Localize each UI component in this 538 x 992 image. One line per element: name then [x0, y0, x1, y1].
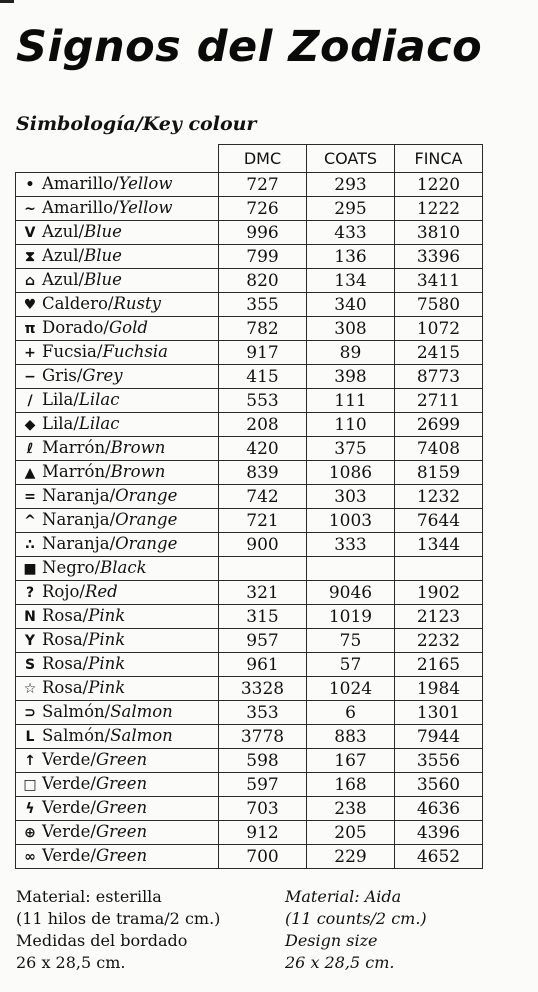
color-label-cell: [16, 677, 219, 701]
name-separator: /: [82, 678, 89, 697]
name-separator: /: [90, 750, 96, 769]
dmc-code-cell: 721: [219, 509, 307, 533]
color-name-en: Orange: [115, 486, 178, 505]
color-label-cell: [16, 773, 219, 797]
coats-code-cell: 9046: [307, 581, 395, 605]
table-row: [16, 173, 483, 197]
color-label-cell: [16, 485, 219, 509]
table-row: [16, 341, 483, 365]
dmc-code-cell: 900: [219, 533, 307, 557]
coats-code-cell: 111: [307, 389, 395, 413]
name-separator: /: [96, 342, 103, 361]
color-name-es: Dorado: [42, 318, 104, 337]
dmc-code-cell: 782: [219, 317, 307, 341]
finca-code-cell: 7408: [395, 437, 483, 461]
dmc-code-cell: 208: [219, 413, 307, 437]
coats-code-cell: 433: [307, 221, 395, 245]
color-name-en: Pink: [88, 630, 126, 649]
color-label-cell: [16, 749, 219, 773]
color-label-cell: [16, 701, 219, 725]
color-name-en: Green: [95, 846, 148, 865]
color-name-es: Fucsia: [42, 342, 97, 361]
coats-code-cell: 295: [307, 197, 395, 221]
footer-right-line: (11 counts/2 cm.): [285, 909, 427, 928]
stitch-symbol-icon: /: [27, 393, 33, 409]
color-label-cell: [16, 293, 219, 317]
finca-code-cell: 7944: [395, 725, 483, 749]
color-name-es: Verde: [42, 774, 91, 793]
coats-code-cell: 110: [307, 413, 395, 437]
color-name-en: Pink: [88, 606, 126, 625]
name-separator: /: [79, 582, 85, 601]
color-label-cell: [16, 389, 219, 413]
coats-code-cell: 1019: [307, 605, 395, 629]
color-label-cell: [16, 845, 219, 869]
table-row: [16, 389, 483, 413]
stitch-symbol-icon: ~: [24, 201, 36, 217]
color-name-en: Black: [100, 558, 147, 577]
color-label-cell: [16, 173, 219, 197]
table-row: [16, 677, 483, 701]
stitch-symbol-icon: ϟ: [25, 801, 35, 817]
stitch-symbol-icon: L: [25, 729, 35, 745]
footer-left-line: 26 x 28,5 cm.: [16, 953, 126, 972]
color-name-es: Verde: [42, 822, 91, 841]
color-name-en: Brown: [110, 438, 166, 457]
table-row: [16, 821, 483, 845]
header-coats: COATS: [307, 145, 395, 173]
color-name-en: Red: [84, 582, 118, 601]
stitch-symbol-icon: V: [24, 225, 36, 241]
name-separator: /: [109, 486, 116, 505]
dmc-code-cell: [219, 557, 307, 581]
color-name-es: Negro: [42, 558, 95, 577]
name-separator: /: [109, 510, 116, 529]
table-row: [16, 581, 483, 605]
finca-code-cell: 1220: [395, 173, 483, 197]
color-name-en: Lilac: [78, 390, 120, 409]
color-name-es: Salmón: [42, 702, 105, 721]
table-row: [16, 533, 483, 557]
coats-code-cell: 168: [307, 773, 395, 797]
footer-right-line: 26 x 28,5 cm.: [285, 953, 395, 972]
footer-right: [285, 886, 427, 974]
dmc-code-cell: 820: [219, 269, 307, 293]
scan-mark: [0, 0, 14, 3]
footer-left: [16, 886, 220, 974]
color-name-en: Blue: [84, 270, 122, 289]
stitch-symbol-icon: ☆: [23, 681, 37, 697]
finca-code-cell: 1984: [395, 677, 483, 701]
color-name-es: Naranja: [42, 510, 110, 529]
color-label-cell: [16, 653, 219, 677]
color-name-es: Amarillo: [42, 198, 114, 217]
name-separator: /: [107, 294, 114, 313]
stitch-symbol-icon: ♥: [23, 297, 37, 313]
color-name-es: Lila: [42, 390, 74, 409]
finca-code-cell: 8159: [395, 461, 483, 485]
color-name-es: Salmón: [42, 726, 105, 745]
dmc-code-cell: 700: [219, 845, 307, 869]
dmc-code-cell: 912: [219, 821, 307, 845]
finca-code-cell: 2123: [395, 605, 483, 629]
coats-code-cell: 375: [307, 437, 395, 461]
coats-code-cell: [307, 557, 395, 581]
dmc-code-cell: 742: [219, 485, 307, 509]
color-label-cell: [16, 413, 219, 437]
coats-code-cell: 303: [307, 485, 395, 509]
color-label-cell: [16, 245, 219, 269]
table-row: [16, 509, 483, 533]
coats-code-cell: 1086: [307, 461, 395, 485]
color-name-es: Naranja: [42, 534, 110, 553]
color-name-en: Fuchsia: [102, 342, 168, 361]
coats-code-cell: 340: [307, 293, 395, 317]
stitch-symbol-icon: π: [24, 321, 36, 337]
table-row: [16, 773, 483, 797]
stitch-symbol-icon: ⊕: [24, 825, 36, 841]
dmc-code-cell: 355: [219, 293, 307, 317]
finca-code-cell: 1232: [395, 485, 483, 509]
dmc-code-cell: 996: [219, 221, 307, 245]
dmc-code-cell: 839: [219, 461, 307, 485]
dmc-code-cell: 799: [219, 245, 307, 269]
table-row: [16, 437, 483, 461]
color-name-en: Gold: [108, 318, 148, 337]
color-name-en: Green: [95, 822, 148, 841]
finca-code-cell: 1902: [395, 581, 483, 605]
table-row: [16, 557, 483, 581]
dmc-code-cell: 727: [219, 173, 307, 197]
table-row: [16, 749, 483, 773]
key-subtitle: Simbología/Key colour: [16, 113, 257, 135]
coats-code-cell: 398: [307, 365, 395, 389]
finca-code-cell: 3560: [395, 773, 483, 797]
finca-code-cell: 3411: [395, 269, 483, 293]
finca-code-cell: 4636: [395, 797, 483, 821]
name-separator: /: [82, 630, 89, 649]
color-name-es: Rojo: [42, 582, 80, 601]
dmc-code-cell: 3778: [219, 725, 307, 749]
finca-code-cell: 2232: [395, 629, 483, 653]
coats-code-cell: 167: [307, 749, 395, 773]
finca-code-cell: 1301: [395, 701, 483, 725]
color-name-en: Green: [95, 798, 148, 817]
stitch-symbol-icon: ⧗: [25, 249, 35, 265]
color-name-en: Green: [95, 774, 148, 793]
name-separator: /: [104, 726, 111, 745]
color-name-es: Marrón: [42, 462, 106, 481]
coats-code-cell: 75: [307, 629, 395, 653]
color-name-en: Yellow: [118, 174, 173, 193]
color-label-cell: [16, 365, 219, 389]
color-name-en: Salmon: [110, 726, 173, 745]
color-label-cell: [16, 629, 219, 653]
color-label-cell: [16, 269, 219, 293]
color-name-es: Azul: [42, 270, 79, 289]
color-name-en: Orange: [115, 534, 178, 553]
table-row: [16, 245, 483, 269]
name-separator: /: [82, 606, 89, 625]
table-row: [16, 413, 483, 437]
color-name-en: Yellow: [118, 198, 173, 217]
name-separator: /: [76, 366, 83, 385]
color-label-cell: [16, 317, 219, 341]
color-label-cell: [16, 605, 219, 629]
coats-code-cell: 205: [307, 821, 395, 845]
finca-code-cell: [395, 557, 483, 581]
color-name-es: Naranja: [42, 486, 110, 505]
dmc-code-cell: 353: [219, 701, 307, 725]
color-name-es: Lila: [42, 414, 74, 433]
header-blank-cell: [16, 145, 219, 173]
coats-code-cell: 1024: [307, 677, 395, 701]
color-label-cell: [16, 509, 219, 533]
table-row: [16, 221, 483, 245]
table-row: [16, 653, 483, 677]
footer-left-line: Medidas del bordado: [16, 931, 188, 950]
finca-code-cell: 4652: [395, 845, 483, 869]
dmc-code-cell: 597: [219, 773, 307, 797]
name-separator: /: [73, 414, 79, 433]
color-name-es: Rosa: [42, 606, 83, 625]
color-name-en: Brown: [110, 462, 166, 481]
finca-code-cell: 3396: [395, 245, 483, 269]
table-row: [16, 725, 483, 749]
color-name-es: Verde: [42, 750, 91, 769]
color-name-en: Grey: [82, 366, 123, 385]
coats-code-cell: 883: [307, 725, 395, 749]
color-label-cell: [16, 197, 219, 221]
table-row: [16, 293, 483, 317]
color-name-es: Amarillo: [42, 174, 114, 193]
color-name-es: Rosa: [42, 630, 83, 649]
table-row: [16, 269, 483, 293]
dmc-code-cell: 315: [219, 605, 307, 629]
color-label-cell: [16, 461, 219, 485]
stitch-symbol-icon: ?: [25, 585, 35, 601]
dmc-code-cell: 3328: [219, 677, 307, 701]
table-row: [16, 629, 483, 653]
footer-right-line: Design size: [285, 931, 378, 950]
coats-code-cell: 293: [307, 173, 395, 197]
color-label-cell: [16, 581, 219, 605]
table-row: [16, 485, 483, 509]
table-row: [16, 605, 483, 629]
header-finca: FINCA: [395, 145, 483, 173]
dmc-code-cell: 957: [219, 629, 307, 653]
color-name-es: Gris: [42, 366, 77, 385]
color-name-es: Verde: [42, 798, 91, 817]
stitch-symbol-icon: −: [24, 369, 36, 385]
color-name-es: Rosa: [42, 654, 83, 673]
dmc-code-cell: 961: [219, 653, 307, 677]
finca-code-cell: 1222: [395, 197, 483, 221]
dmc-code-cell: 321: [219, 581, 307, 605]
dmc-code-cell: 598: [219, 749, 307, 773]
stitch-symbol-icon: ■: [23, 561, 37, 577]
color-name-en: Orange: [115, 510, 178, 529]
footer-right-line: Material: Aida: [285, 887, 402, 906]
finca-code-cell: 7644: [395, 509, 483, 533]
finca-code-cell: 1344: [395, 533, 483, 557]
coats-code-cell: 6: [307, 701, 395, 725]
color-label-cell: [16, 341, 219, 365]
color-label-cell: [16, 533, 219, 557]
coats-code-cell: 333: [307, 533, 395, 557]
dmc-code-cell: 703: [219, 797, 307, 821]
color-name-en: Blue: [84, 246, 122, 265]
stitch-symbol-icon: ^: [24, 513, 36, 529]
name-separator: /: [78, 222, 85, 241]
name-separator: /: [105, 438, 111, 457]
name-separator: /: [90, 846, 96, 865]
dmc-code-cell: 726: [219, 197, 307, 221]
color-key-table: [15, 144, 483, 869]
finca-code-cell: 2165: [395, 653, 483, 677]
stitch-symbol-icon: S: [24, 657, 36, 673]
table-header-row: [16, 145, 483, 173]
stitch-symbol-icon: ℓ: [26, 441, 34, 457]
stitch-symbol-icon: =: [24, 489, 36, 505]
name-separator: /: [78, 246, 85, 265]
table-row: [16, 845, 483, 869]
dmc-code-cell: 415: [219, 365, 307, 389]
table-row: [16, 701, 483, 725]
finca-code-cell: 3810: [395, 221, 483, 245]
finca-code-cell: 4396: [395, 821, 483, 845]
color-name-en: Green: [95, 750, 148, 769]
coats-code-cell: 1003: [307, 509, 395, 533]
stitch-symbol-icon: N: [24, 609, 36, 625]
color-name-en: Lilac: [78, 414, 120, 433]
stitch-symbol-icon: ⊃: [24, 705, 36, 721]
stitch-symbol-icon: ∞: [24, 849, 36, 865]
name-separator: /: [90, 822, 96, 841]
table-row: [16, 797, 483, 821]
stitch-symbol-icon: •: [25, 177, 35, 193]
coats-code-cell: 308: [307, 317, 395, 341]
color-name-en: Pink: [88, 678, 126, 697]
stitch-symbol-icon: □: [23, 777, 37, 793]
color-label-cell: [16, 821, 219, 845]
stitch-symbol-icon: Y: [24, 633, 36, 649]
color-name-es: Verde: [42, 846, 91, 865]
name-separator: /: [109, 534, 116, 553]
color-label-cell: [16, 725, 219, 749]
name-separator: /: [103, 318, 109, 337]
name-separator: /: [105, 462, 111, 481]
coats-code-cell: 229: [307, 845, 395, 869]
stitch-symbol-icon: ▲: [24, 465, 36, 481]
stitch-symbol-icon: +: [24, 345, 36, 361]
color-name-es: Rosa: [42, 678, 83, 697]
finca-code-cell: 2415: [395, 341, 483, 365]
finca-code-cell: 8773: [395, 365, 483, 389]
color-name-es: Marrón: [42, 438, 106, 457]
color-name-es: Caldero: [42, 294, 108, 313]
stitch-symbol-icon: ⌂: [24, 273, 36, 289]
color-label-cell: [16, 557, 219, 581]
stitch-symbol-icon: ↑: [24, 753, 36, 769]
name-separator: /: [104, 702, 111, 721]
table-row: [16, 461, 483, 485]
coats-code-cell: 238: [307, 797, 395, 821]
table-row: [16, 317, 483, 341]
name-separator: /: [90, 798, 96, 817]
page-title: Signos del Zodiaco: [16, 22, 483, 72]
color-name-es: Azul: [42, 246, 79, 265]
finca-code-cell: 3556: [395, 749, 483, 773]
color-name-en: Salmon: [110, 702, 173, 721]
color-name-en: Blue: [84, 222, 122, 241]
coats-code-cell: 136: [307, 245, 395, 269]
name-separator: /: [90, 774, 96, 793]
name-separator: /: [73, 390, 79, 409]
name-separator: /: [113, 198, 119, 217]
dmc-code-cell: 553: [219, 389, 307, 413]
name-separator: /: [78, 270, 85, 289]
name-separator: /: [113, 174, 119, 193]
table-row: [16, 197, 483, 221]
stitch-symbol-icon: ∴: [25, 537, 35, 553]
color-label-cell: [16, 437, 219, 461]
header-dmc: DMC: [219, 145, 307, 173]
coats-code-cell: 57: [307, 653, 395, 677]
finca-code-cell: 1072: [395, 317, 483, 341]
name-separator: /: [82, 654, 89, 673]
dmc-code-cell: 420: [219, 437, 307, 461]
name-separator: /: [94, 558, 101, 577]
coats-code-cell: 134: [307, 269, 395, 293]
finca-code-cell: 2711: [395, 389, 483, 413]
footer-left-line: (11 hilos de trama/2 cm.): [16, 909, 221, 928]
color-name-es: Azul: [42, 222, 79, 241]
color-name-en: Pink: [88, 654, 126, 673]
finca-code-cell: 7580: [395, 293, 483, 317]
dmc-code-cell: 917: [219, 341, 307, 365]
table-row: [16, 365, 483, 389]
finca-code-cell: 2699: [395, 413, 483, 437]
color-label-cell: [16, 221, 219, 245]
stitch-symbol-icon: ◆: [24, 417, 36, 433]
footer-left-line: Material: esterilla: [16, 887, 162, 906]
color-name-en: Rusty: [113, 294, 161, 313]
color-label-cell: [16, 797, 219, 821]
coats-code-cell: 89: [307, 341, 395, 365]
